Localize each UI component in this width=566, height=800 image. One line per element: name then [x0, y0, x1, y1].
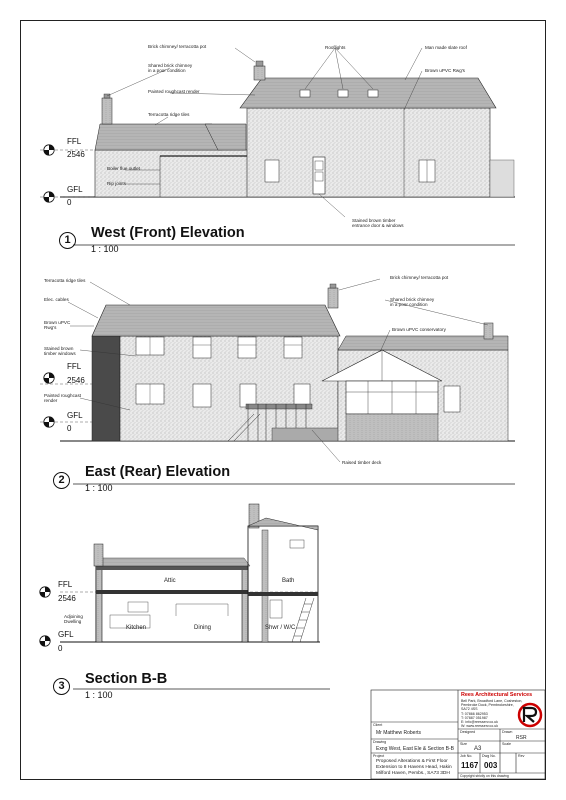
drawing-name: Exng West, East Ele & Section B-B — [376, 746, 454, 752]
west-note-joints: Rip joints — [107, 181, 126, 186]
west-note-pot: Brick chimney/ terracotta pot — [148, 44, 207, 49]
section-room-bath: Bath — [282, 578, 295, 584]
east-note-conservatory: Brown uPVC conservatory — [392, 327, 446, 332]
east-note-ridge: Terracotta ridge tiles — [44, 278, 86, 283]
east-ffl-value: 2546 — [67, 376, 85, 385]
west-gfl-label: GFL — [67, 185, 83, 194]
west-ffl-label: FFL — [67, 137, 82, 146]
east-note-windows: Stained brown timber windows — [44, 346, 76, 356]
client-name: Mr Matthew Roberts — [376, 730, 422, 736]
section-gfl-value: 0 — [58, 644, 63, 653]
west-note-rooflights: Rooflights — [325, 45, 346, 50]
west-note-chimney: Shared brick chimney in a poor condition — [148, 63, 193, 73]
view-2-number: 2 — [53, 472, 70, 489]
west-ffl-value: 2546 — [67, 150, 85, 159]
project-label: Project — [373, 754, 385, 758]
rev-label: Rev — [518, 754, 525, 758]
west-note-render: Painted roughcast render — [148, 89, 200, 94]
east-note-chimney: Shared brick chimney in a poor condition — [390, 297, 435, 307]
view-3-number: 3 — [53, 678, 70, 695]
dwg-number: 003 — [484, 761, 498, 770]
section-room-shwr: Shwr / W/C — [265, 625, 296, 631]
section-room-dining: Dining — [194, 625, 212, 631]
west-note-door: Stained brown timber entrance door & windows — [352, 218, 404, 228]
client-label: Client — [373, 723, 383, 727]
view-2-scale: 1 : 100 — [85, 483, 113, 493]
section-room-attic: Attic — [164, 578, 176, 584]
firm-address: Bell Park, Broadford Lane, Cosheston, Pembroke Dock, Pembrokeshire, SA72 4SS — [461, 699, 523, 711]
drawn-by: RSR — [516, 735, 527, 741]
west-note-slate: Man made slate roof — [425, 45, 467, 50]
drawing-label: Drawing — [373, 740, 387, 744]
view-3-title: Section B-B — [85, 671, 168, 687]
scale-label: Scale — [502, 742, 511, 746]
east-note-cables: Elec. cables — [44, 297, 69, 302]
section-adjoining: Adjoining Dwelling — [64, 614, 83, 624]
view-1-number: 1 — [59, 232, 76, 249]
view-2-title: East (Rear) Elevation — [85, 464, 231, 480]
west-gfl-value: 0 — [67, 198, 72, 207]
view-3-scale: 1 : 100 — [85, 690, 113, 700]
east-gfl-label: GFL — [67, 411, 83, 420]
designed-label: Designed — [460, 730, 476, 734]
east-note-render: Painted roughcast render — [44, 393, 82, 403]
east-elevation — [40, 279, 515, 462]
west-note-upvc: Brown uPVC Rwg's — [425, 68, 465, 73]
west-elevation — [40, 48, 515, 217]
east-note-pot: Brick chimney/ terracotta pot — [390, 275, 449, 280]
dwg-label: Dwg No. — [482, 754, 496, 758]
east-note-upvc: Brown uPVC Rwg's — [44, 320, 71, 330]
west-note-ridge: Terracotta ridge tiles — [148, 112, 190, 117]
section-gfl-label: GFL — [58, 630, 74, 639]
section-ffl-value: 2546 — [58, 594, 76, 603]
job-label: Job No. — [460, 754, 473, 758]
east-gfl-value: 0 — [67, 424, 72, 433]
east-ffl-label: FFL — [67, 362, 82, 371]
view-1-title: West (Front) Elevation — [91, 225, 245, 241]
size-label: Size — [460, 742, 467, 746]
firm-name: Rees Architectural Services — [461, 692, 533, 698]
east-note-deck: Raised timber deck — [342, 460, 382, 465]
west-note-flue: Boiler flue outlet — [107, 166, 140, 171]
firm-contact: T: 07866 862953 T: 07887 051987 E: info@reesserv.co.uk W: www.reesserv.co.uk — [461, 712, 499, 728]
view-1-scale: 1 : 100 — [91, 244, 119, 254]
project-name: Proposed Alterations & First Floor Extension to 8 Havens Head, Hakin Milford Haven, Pembs., SA73 3DH — [376, 759, 452, 776]
job-number: 1167 — [461, 761, 479, 770]
copyright-note: Copyright strictly on this drawing — [460, 774, 509, 778]
section-ffl-label: FFL — [58, 580, 73, 589]
drawn-label: Drawn — [502, 730, 513, 734]
sheet-size: A3 — [474, 746, 482, 752]
section-room-kitchen: Kitchen — [126, 625, 147, 631]
